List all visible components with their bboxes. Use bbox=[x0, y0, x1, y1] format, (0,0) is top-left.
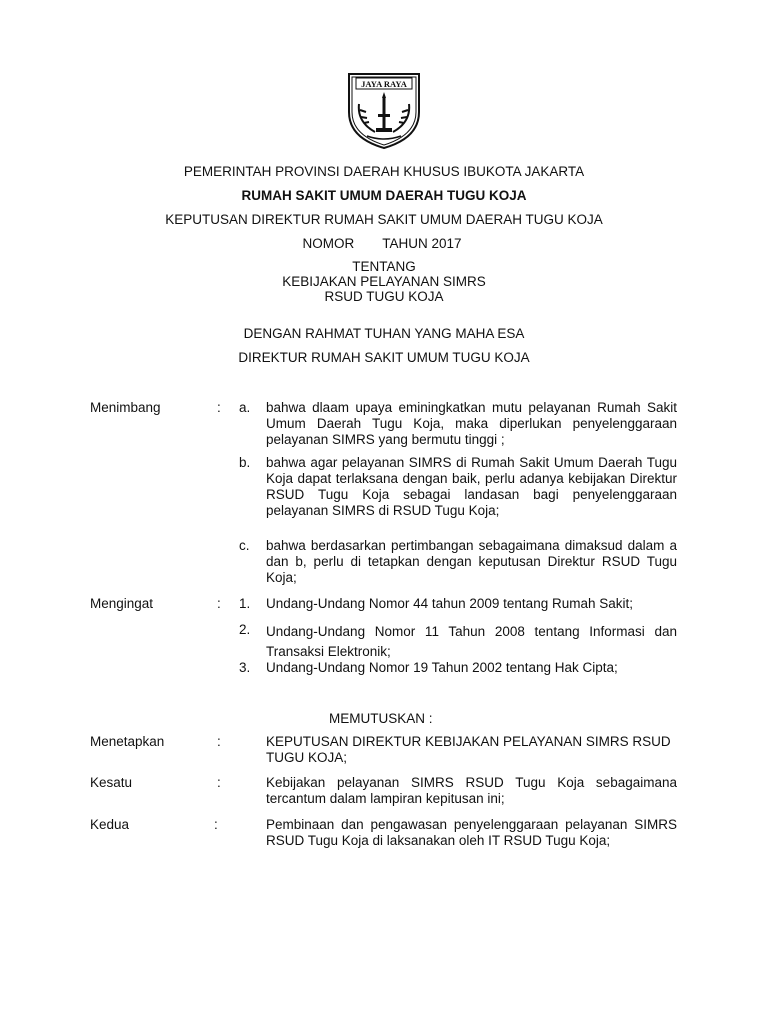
jakarta-emblem-icon bbox=[345, 70, 423, 150]
director-title: DIREKTUR RUMAH SAKIT UMUM TUGU KOJA bbox=[238, 350, 530, 365]
decree-year: TAHUN 2017 bbox=[382, 236, 462, 251]
mengingat-marker-2: 2. bbox=[239, 622, 251, 637]
mengingat-item-3: Undang-Undang Nomor 19 Tahun 2002 tentang Hak Cipta; bbox=[266, 660, 618, 675]
decree-title: KEPUTUSAN DIREKTUR RUMAH SAKIT UMUM DAERAH TUGU KOJA bbox=[165, 212, 603, 227]
menimbang-marker-c: c. bbox=[239, 538, 250, 553]
kedua-label: Kedua bbox=[90, 817, 130, 832]
subject-line-2: RSUD TUGU KOJA bbox=[324, 289, 444, 304]
nomor-label: NOMOR bbox=[302, 236, 355, 251]
kesatu-label: Kesatu bbox=[90, 775, 133, 790]
menetapkan-text: KEPUTUSAN DIREKTUR KEBIJAKAN PELAYANAN SIMRS RSUD TUGU KOJA; bbox=[266, 734, 671, 765]
subject-line-1: KEBIJAKAN PELAYANAN SIMRS bbox=[282, 274, 486, 289]
mengingat-colon: : bbox=[217, 596, 221, 611]
kesatu-text: Kebijakan pelayanan SIMRS RSUD Tugu Koja sebagaimana tercantum dalam lampiran kepitusan ini; bbox=[266, 775, 677, 806]
tentang-label: TENTANG bbox=[352, 259, 416, 274]
menimbang-marker-a: a. bbox=[239, 400, 251, 415]
menimbang-item-c: bahwa berdasarkan pertimbangan sebagaimana dimaksud dalam a dan b, perlu di tetapkan dengan keputusan Direktur RSUD Tugu Koja; bbox=[266, 538, 677, 585]
kedua-text: Pembinaan dan pengawasan penyelenggaraan pelayanan SIMRS RSUD Tugu Koja di laksanakan oleh IT RSUD Tugu Koja; bbox=[266, 817, 677, 848]
kesatu-colon: : bbox=[217, 775, 221, 790]
menetapkan-colon: : bbox=[217, 734, 221, 749]
mengingat-marker-3: 3. bbox=[239, 660, 251, 675]
menimbang-marker-b: b. bbox=[239, 455, 251, 470]
mengingat-label: Mengingat bbox=[90, 596, 154, 611]
menimbang-item-b: bahwa agar pelayanan SIMRS di Rumah Sakit Umum Daerah Tugu Koja dapat terlaksana dengan baik, perlu adanya kebijakan Direktur RSUD Tugu Koja sebagai landasan bagi penyelenggaraan pelayanan SIMRS di RSUD Tugu Koja; bbox=[266, 455, 677, 518]
kedua-colon: : bbox=[214, 817, 218, 832]
mengingat-marker-1: 1. bbox=[239, 596, 251, 611]
government-title: PEMERINTAH PROVINSI DAERAH KHUSUS IBUKOTA JAKARTA bbox=[183, 164, 585, 179]
emblem-text: JAYA RAYA bbox=[361, 79, 407, 89]
hospital-name: RUMAH SAKIT UMUM DAERAH TUGU KOJA bbox=[241, 188, 527, 203]
menetapkan-label: Menetapkan bbox=[90, 734, 165, 749]
mengingat-item-2: Undang-Undang Nomor 11 Tahun 2008 tentang Informasi dan Transaksi Elektronik; bbox=[266, 624, 677, 659]
menimbang-item-a: bahwa dlaam upaya eminingkatkan mutu pelayanan Rumah Sakit Umum Daerah Tugu Koja, maka diperlukan penyelenggaraan pelayanan SIMRS yang bermutu tinggi ; bbox=[266, 400, 677, 447]
mengingat-item-1: Undang-Undang Nomor 44 tahun 2009 tentang Rumah Sakit; bbox=[266, 596, 633, 611]
decree-number bbox=[0, 236, 766, 252]
memutuskan-heading: MEMUTUSKAN : bbox=[329, 711, 433, 726]
blessing-line: DENGAN RAHMAT TUHAN YANG MAHA ESA bbox=[243, 326, 525, 341]
menimbang-colon: : bbox=[217, 400, 221, 415]
menimbang-label: Menimbang bbox=[90, 400, 161, 415]
